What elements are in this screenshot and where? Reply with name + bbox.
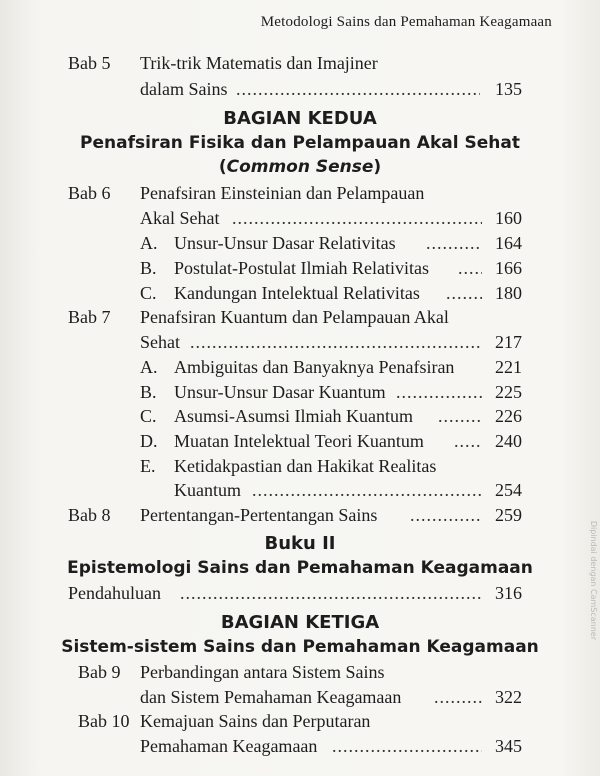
running-header: Metodologi Sains dan Pemahaman Keagamaan	[260, 14, 552, 30]
chapter-title: Kemajuan Sains dan Perputaran	[140, 711, 371, 731]
leader-dots	[446, 282, 482, 304]
scanner-watermark: Dipindai dengan CamScanner	[589, 520, 598, 640]
chapter-title-cont: dan Sistem Pemahaman Keagamaan	[140, 687, 402, 707]
leader-dots	[410, 504, 482, 526]
part-title: Sistem-sistem Sains dan Pemahaman Keagamaan	[61, 637, 539, 657]
sub-title: Ambiguitas dan Banyaknya Penafsiran	[174, 357, 455, 377]
sub-title: Muatan Intelektual Teori Kuantum	[174, 431, 424, 451]
sub-title: Kandungan Intelektual Relativitas	[174, 283, 420, 303]
paren-close: )	[373, 157, 382, 177]
chapter-label: Bab 5	[68, 53, 111, 73]
page-number: 160	[495, 208, 522, 228]
sub-title: Ketidakpastian dan Hakikat Realitas	[174, 456, 437, 476]
sub-title: Unsur-Unsur Dasar Kuantum	[174, 382, 386, 402]
page-number: 316	[495, 583, 522, 603]
page-number: 322	[495, 687, 522, 707]
chapter-title: Pertentangan-Pertentangan Sains	[140, 505, 378, 525]
part-heading: BAGIAN KETIGA	[220, 612, 380, 633]
page-number: 221	[495, 357, 522, 377]
sub-letter: A.	[140, 357, 158, 377]
chapter-title-cont: Pemahaman Keagamaan	[140, 736, 318, 756]
leader-dots	[236, 78, 480, 100]
chapter-title: Penafsiran Kuantum dan Pelampauan Akal	[140, 307, 449, 327]
chapter-label: Bab 8	[68, 505, 111, 525]
chapter-title-cont: dalam Sains	[140, 79, 228, 99]
part-subtitle	[0, 157, 600, 177]
sub-title: Asumsi-Asumsi Ilmiah Kuantum	[174, 406, 413, 426]
sub-letter: E.	[140, 456, 156, 476]
page-number: 345	[495, 736, 522, 756]
leader-dots	[458, 257, 482, 279]
leader-dots	[232, 207, 482, 229]
book-heading: Buku II	[264, 533, 336, 554]
chapter-title: Penafsiran Einsteinian dan Pelampauan	[140, 183, 425, 203]
book-title: Epistemologi Sains dan Pemahaman Keagamaan	[67, 558, 533, 578]
page-number: 225	[495, 382, 522, 402]
sub-letter: D.	[140, 431, 158, 451]
sub-letter: A.	[140, 233, 158, 253]
page-number: 259	[495, 505, 522, 525]
sub-title-cont: Kuantum	[174, 480, 241, 500]
chapter-title: Trik-trik Matematis dan Imajiner	[140, 53, 378, 73]
sub-title: Postulat-Postulat Ilmiah Relativitas	[174, 258, 429, 278]
part-heading: BAGIAN KEDUA	[223, 108, 377, 129]
sub-letter: B.	[140, 382, 157, 402]
chapter-label: Bab 9	[78, 662, 121, 682]
page-number: 164	[495, 233, 522, 253]
leader-dots	[426, 232, 482, 254]
chapter-label: Bab 6	[68, 183, 111, 203]
chapter-label: Bab 7	[68, 307, 111, 327]
leader-dots	[438, 405, 482, 427]
page-number: 226	[495, 406, 522, 426]
page-number: 254	[495, 480, 522, 500]
chapter-title-cont: Sehat	[140, 332, 180, 352]
sub-letter: C.	[140, 283, 157, 303]
leader-dots	[190, 331, 482, 353]
chapter-label: Bab 10	[78, 711, 130, 731]
chapter-title-cont: Akal Sehat	[140, 208, 220, 228]
leader-dots	[332, 735, 482, 757]
page-number: 166	[495, 258, 522, 278]
sub-letter: B.	[140, 258, 157, 278]
leader-dots	[252, 479, 482, 501]
page-number: 135	[495, 79, 522, 99]
paren-open: (	[218, 157, 227, 177]
page-number: 217	[495, 332, 522, 352]
sub-letter: C.	[140, 406, 157, 426]
leader-dots	[454, 430, 482, 452]
section-title: Pendahuluan	[68, 583, 161, 603]
page-number: 240	[495, 431, 522, 451]
leader-dots	[396, 381, 482, 403]
sub-title: Unsur-Unsur Dasar Relativitas	[174, 233, 396, 253]
subtitle-emphasis: Common Sense	[226, 157, 374, 177]
chapter-title: Perbandingan antara Sistem Sains	[140, 662, 385, 682]
page-number: 180	[495, 283, 522, 303]
part-title: Penafsiran Fisika dan Pelampauan Akal Sehat	[80, 133, 520, 153]
leader-dots	[434, 686, 482, 708]
leader-dots	[180, 582, 482, 604]
